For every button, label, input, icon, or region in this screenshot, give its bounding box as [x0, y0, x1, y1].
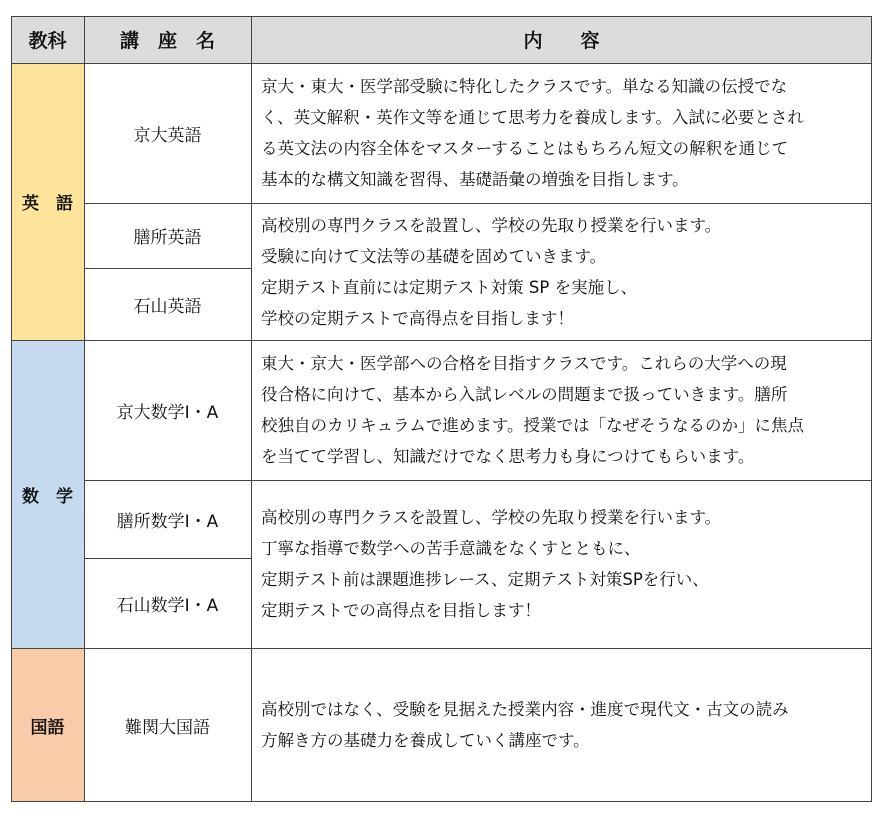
content-line: 定期テスト前は課題進捗レース、定期テスト対策SPを行い、	[261, 570, 709, 589]
course-table	[11, 16, 872, 802]
course-ishiyama-english: 石山英語	[133, 296, 202, 317]
content-line: 東大・京大・医学部への合格を目指すクラスです。これらの大学への現	[261, 354, 787, 373]
column-divider	[84, 16, 85, 802]
content-line: く、英文解釈・英作文等を通じて思考力を養成します。入試に必要とされ	[261, 108, 804, 127]
content-line: 京大・東大・医学部受験に特化したクラスです。単なる知識の伝授でな	[261, 77, 788, 96]
content-line: 丁寧な指導で数学への苦手意識をなくすとともに、	[261, 539, 641, 558]
header-subject: 教科	[11, 16, 84, 63]
content-line: 高校別の専門クラスを設置し、学校の先取り授業を行います。	[261, 215, 722, 235]
subject-divider	[11, 340, 872, 341]
header-divider	[11, 63, 872, 64]
table-border-bottom	[11, 801, 872, 802]
content-nankan-japanese	[251, 648, 872, 802]
content-line: る英文法の内容全体をマスターすることはもちろん短文の解釈を通じて	[261, 139, 789, 158]
header-course: 講 座 名	[84, 16, 251, 63]
content-line: 方解き方の基礎力を養成していく講座です。	[261, 731, 590, 750]
course-nankan-japanese: 難関大国語	[125, 717, 210, 738]
course-zeze-math: 膳所数学Ⅰ・A	[116, 511, 219, 532]
content-line: 高校別の専門クラスを設置し、学校の先取り授業を行います。	[261, 508, 722, 527]
subject-math: 数 学	[11, 340, 84, 648]
row-divider	[84, 558, 251, 559]
row-divider	[84, 480, 872, 481]
content-line: 役合格に向けて、基本から入試レベルの問題まで扱っていきます。膳所	[261, 385, 788, 404]
table-border-top	[11, 16, 872, 17]
content-line: 定期テスト直前には定期テスト対策 SP を実施し、	[261, 277, 638, 297]
course-kyodai-math: 京大数学Ⅰ・A	[116, 402, 219, 423]
course-kyodai-english: 京大英語	[133, 125, 202, 146]
content-kyodai-math	[251, 340, 872, 480]
content-kyodai-english	[251, 63, 872, 203]
content-line: 定期テストでの高得点を目指します！	[261, 601, 541, 620]
course-ishiyama-math: 石山数学Ⅰ・A	[116, 595, 219, 616]
row-divider	[84, 203, 872, 204]
content-school-math	[251, 480, 872, 648]
content-line: 受験に向けて文法等の基礎を固めていきます。	[261, 246, 607, 266]
subject-english: 英 語	[11, 63, 84, 340]
header-content: 内 容	[251, 16, 872, 63]
subject-divider	[11, 648, 872, 649]
table-border-right	[871, 16, 872, 802]
content-line: 基本的な構文知識を習得、基礎語彙の増強を目指します。	[261, 170, 689, 189]
content-line: 校独自のカリキュラムで進めます。授業では「なぜそうなるのか」に焦点	[261, 416, 805, 435]
content-line: 高校別ではなく、受験を見据えた授業内容・進度で現代文・古文の読み	[261, 700, 789, 719]
subject-japanese: 国語	[11, 648, 84, 802]
content-school-english	[251, 203, 872, 340]
row-divider	[84, 268, 251, 269]
column-divider	[251, 16, 252, 802]
content-line: を当てて学習し、知識だけでなく思考力も身につけてもらいます。	[261, 447, 755, 466]
content-line: 学校の定期テストで高得点を目指します！	[261, 308, 574, 328]
course-zeze-english: 膳所英語	[133, 228, 202, 248]
table-border-left	[11, 16, 12, 802]
